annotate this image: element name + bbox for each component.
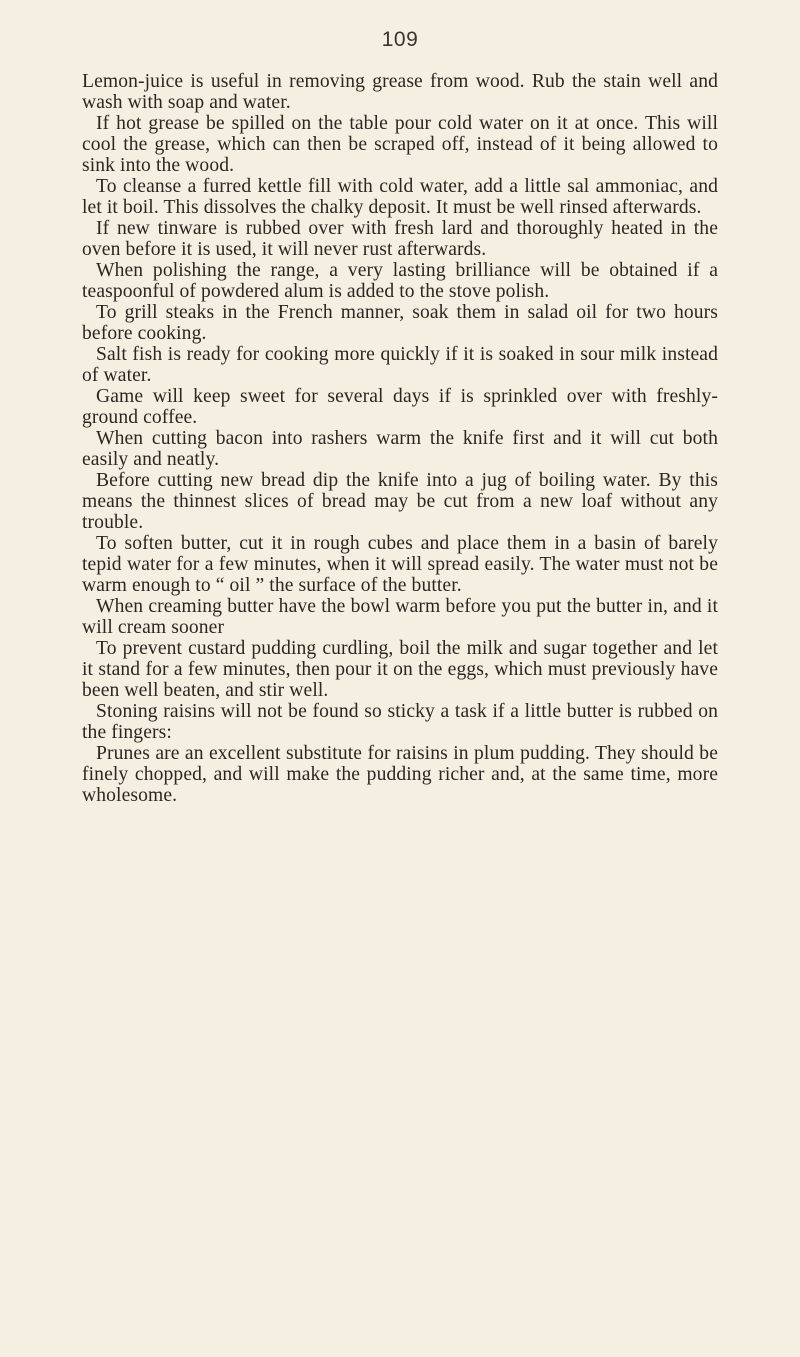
page-number: 109 [381, 28, 419, 51]
tip-paragraph: Lemon-juice is useful in removing grease from wood. Rub the stain well and wash with soap and water. [82, 71, 718, 113]
tip-paragraph: Game will keep sweet for several days if is sprinkled over with freshly-ground coffee. [82, 386, 718, 428]
tip-paragraph: Salt fish is ready for cooking more quickly if it is soaked in sour milk instead of water. [82, 344, 718, 386]
household-tips-text [82, 71, 718, 806]
tip-paragraph: Prunes are an excellent substitute for raisins in plum pudding. They should be finely chopped, and will make the pudding richer and, at the same time, more wholesome. [82, 743, 718, 806]
tip-paragraph: To cleanse a furred kettle fill with cold water, add a little sal ammoniac, and let it boil. This dissolves the chalky deposit. It must be well rinsed afterwards. [82, 176, 718, 218]
tip-paragraph: When creaming butter have the bowl warm before you put the butter in, and it will cream sooner [82, 596, 718, 638]
tip-paragraph: When cutting bacon into rashers warm the knife first and it will cut both easily and neatly. [82, 428, 718, 470]
tip-paragraph: If new tinware is rubbed over with fresh lard and thoroughly heated in the oven before it is used, it will never rust afterwards. [82, 218, 718, 260]
tip-paragraph: Stoning raisins will not be found so sticky a task if a little butter is rubbed on the fingers: [82, 701, 718, 743]
tip-paragraph: Before cutting new bread dip the knife into a jug of boiling water. By this means the thinnest slices of bread may be cut from a new loaf without any trouble. [82, 470, 718, 533]
tip-paragraph: To soften butter, cut it in rough cubes and place them in a basin of barely tepid water for a few minutes, when it will spread easily. The water must not be warm enough to “ oil ” the surface of the butter. [82, 533, 718, 596]
tip-paragraph: If hot grease be spilled on the table pour cold water on it at once. This will cool the grease, which can then be scraped off, instead of it being allowed to sink into the wood. [82, 113, 718, 176]
tip-paragraph: To prevent custard pudding curdling, boil the milk and sugar together and let it stand for a few minutes, then pour it on the eggs, which must previously have been well beaten, and stir well. [82, 638, 718, 701]
tip-paragraph: When polishing the range, a very lasting brilliance will be obtained if a teaspoonful of powdered alum is added to the stove polish. [82, 260, 718, 302]
tip-paragraph: To grill steaks in the French manner, soak them in salad oil for two hours before cooking. [82, 302, 718, 344]
